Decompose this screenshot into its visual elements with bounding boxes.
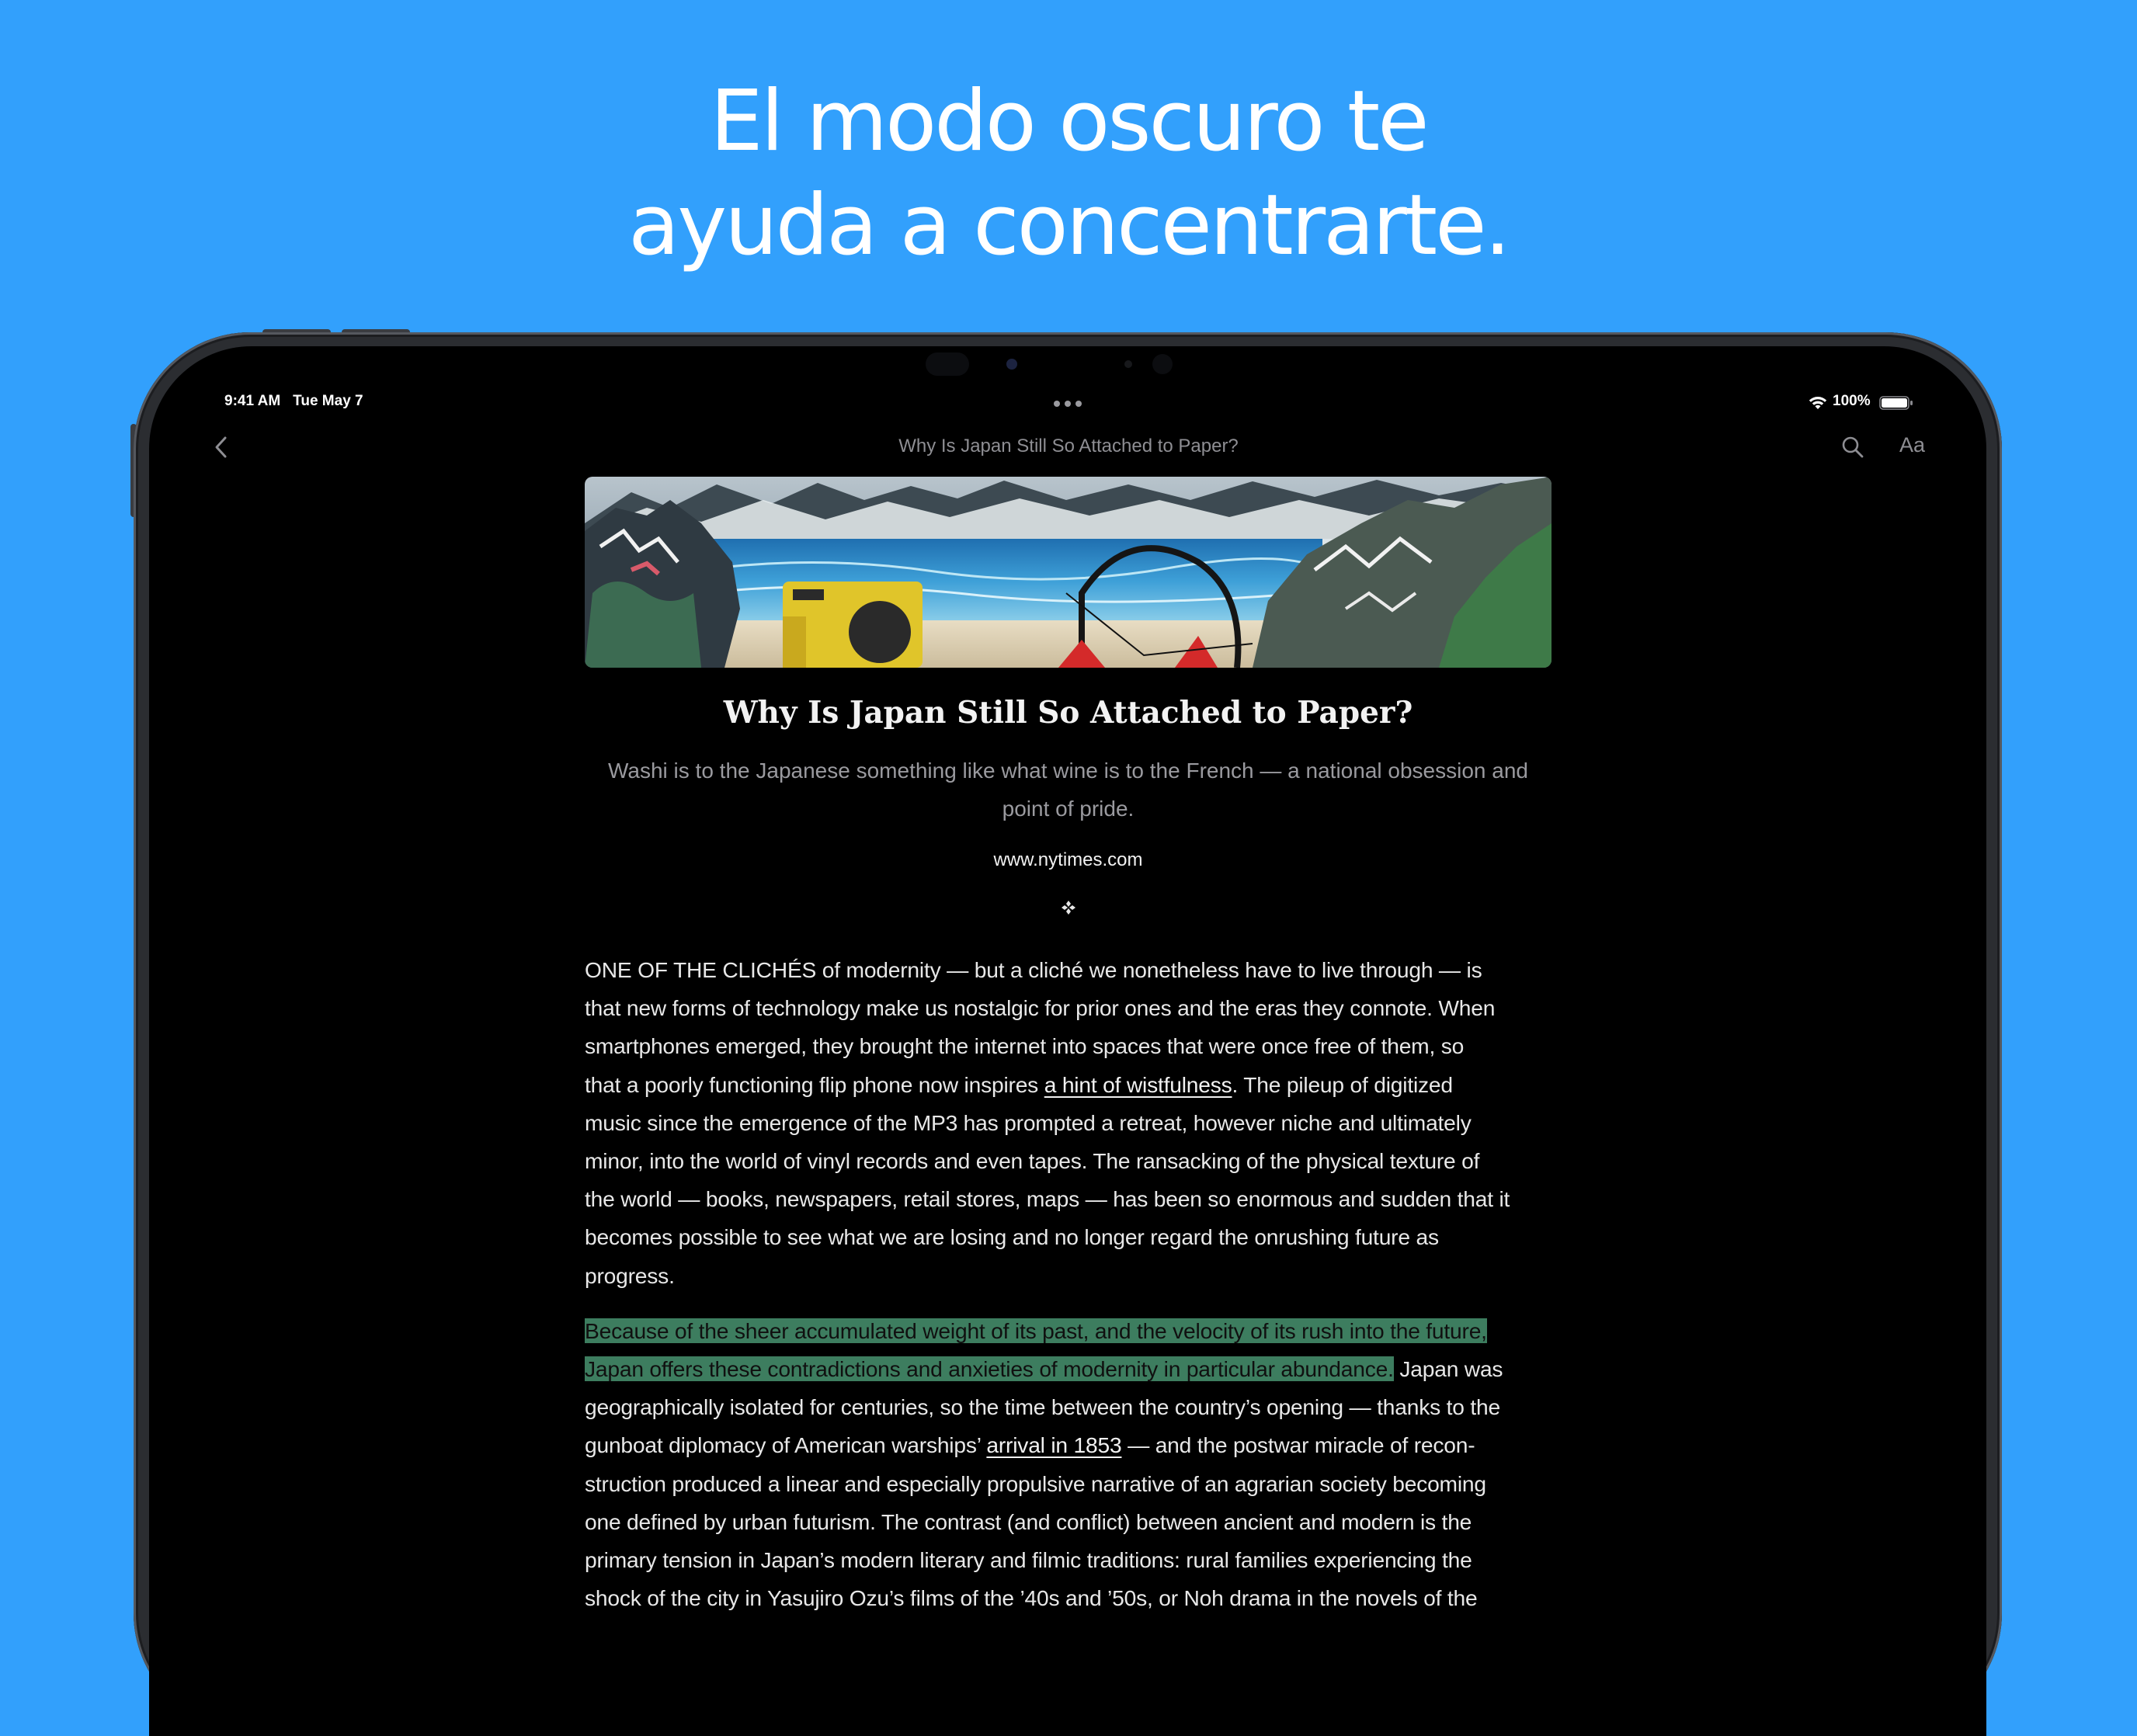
text-line: music since the emergence of the MP3 has prompted a retreat, however niche and ultimately: [585, 1109, 1472, 1135]
article-subtitle-line-2: point of pride.: [1002, 797, 1135, 821]
article-hero-image: [585, 477, 1551, 668]
status-time: 9:41 AM: [224, 393, 281, 409]
text-line: the world — books, newspapers, retail stores, maps — has been so enormous and sudden that it: [585, 1186, 1510, 1212]
nav-title: Why Is Japan Still So Attached to Paper?: [898, 436, 1239, 457]
promo-headline-line-1: El modo oscuro te: [710, 73, 1427, 170]
text-run: — and the postwar miracle of recon-: [1121, 1432, 1475, 1458]
text-line: [585, 1350, 1555, 1388]
promo-headline-line-2: ayuda a concentrarte.: [628, 177, 1509, 274]
article-body: [585, 951, 1555, 1634]
link-arrival-in-1853[interactable]: arrival in 1853: [986, 1432, 1122, 1458]
text-line: [585, 1426, 1555, 1464]
text-run: gunboat diplomacy of American warships’: [585, 1432, 987, 1458]
text-line: minor, into the world of vinyl records and even tapes. The ransacking of the physical texture of: [585, 1148, 1480, 1174]
diamond-ornament-icon: [1060, 899, 1077, 916]
highlighted-text[interactable]: Because of the sheer accumulated weight of its past, and the velocity of its rush into the future,: [585, 1318, 1487, 1343]
highlighted-text[interactable]: Japan offers these contradictions and anxieties of modernity in particular abundance.: [585, 1356, 1394, 1382]
text-line: geographically isolated for centuries, so the time between the country’s opening — thanks to the: [585, 1394, 1500, 1420]
text-line: becomes possible to see what we are losing and no longer regard the onrushing future as: [585, 1224, 1439, 1250]
article-source-link[interactable]: www.nytimes.com: [993, 849, 1143, 870]
text-line: struction produced a linear and especially propulsive narrative of an agrarian society becoming: [585, 1470, 1486, 1496]
text-line: one defined by urban futurism. The contrast (and conflict) between ancient and modern is the: [585, 1509, 1472, 1534]
text-line: smartphones emerged, they brought the internet into spaces that were once free of them, so: [585, 1033, 1465, 1059]
status-indicators: [1808, 393, 1916, 416]
camera-array: [926, 349, 1174, 379]
multitasking-dots-icon[interactable]: [1054, 401, 1085, 408]
status-date: Tue May 7: [293, 393, 363, 409]
text-line: ONE OF THE CLICHÉS of modernity — but a cliché we nonetheless have to live through — is: [585, 957, 1482, 982]
article-subtitle-line-1: Washi is to the Japanese something like what wine is to the French — a national obsession and: [608, 759, 1528, 783]
text-line: primary tension in Japan’s modern literary and filmic traditions: rural families experiencing the: [585, 1547, 1472, 1573]
text-line: [585, 1066, 1555, 1104]
wifi-icon: [1808, 395, 1828, 411]
text-run: Japan was: [1393, 1356, 1503, 1382]
battery-icon: [1879, 396, 1913, 410]
search-icon[interactable]: [1840, 435, 1865, 460]
text-line: [585, 1312, 1555, 1350]
article-paragraph-1: [585, 951, 1555, 1295]
battery-percentage: 100%: [1833, 393, 1871, 409]
article-subtitle: [585, 752, 1551, 828]
article-title: Why Is Japan Still So Attached to Paper?: [723, 695, 1413, 731]
article-paragraph-2: [585, 1312, 1555, 1618]
status-time-date: [224, 393, 363, 410]
font-settings-button[interactable]: Aa: [1899, 433, 1926, 457]
chevron-left-icon[interactable]: [211, 435, 233, 460]
text-line: that new forms of technology make us nostalgic for prior ones and the eras they connote. When: [585, 995, 1496, 1021]
promo-headline: [0, 70, 2137, 278]
text-line: shock of the city in Yasujiro Ozu’s films of the ’40s and ’50s, or Noh drama in the novels of the: [585, 1585, 1478, 1611]
text-run: . The pileup of digitized: [1232, 1071, 1453, 1097]
text-line: progress.: [585, 1262, 675, 1288]
text-run: that a poorly functioning flip phone now inspires: [585, 1071, 1044, 1097]
link-hint-of-wistfulness[interactable]: a hint of wistfulness: [1044, 1071, 1232, 1097]
